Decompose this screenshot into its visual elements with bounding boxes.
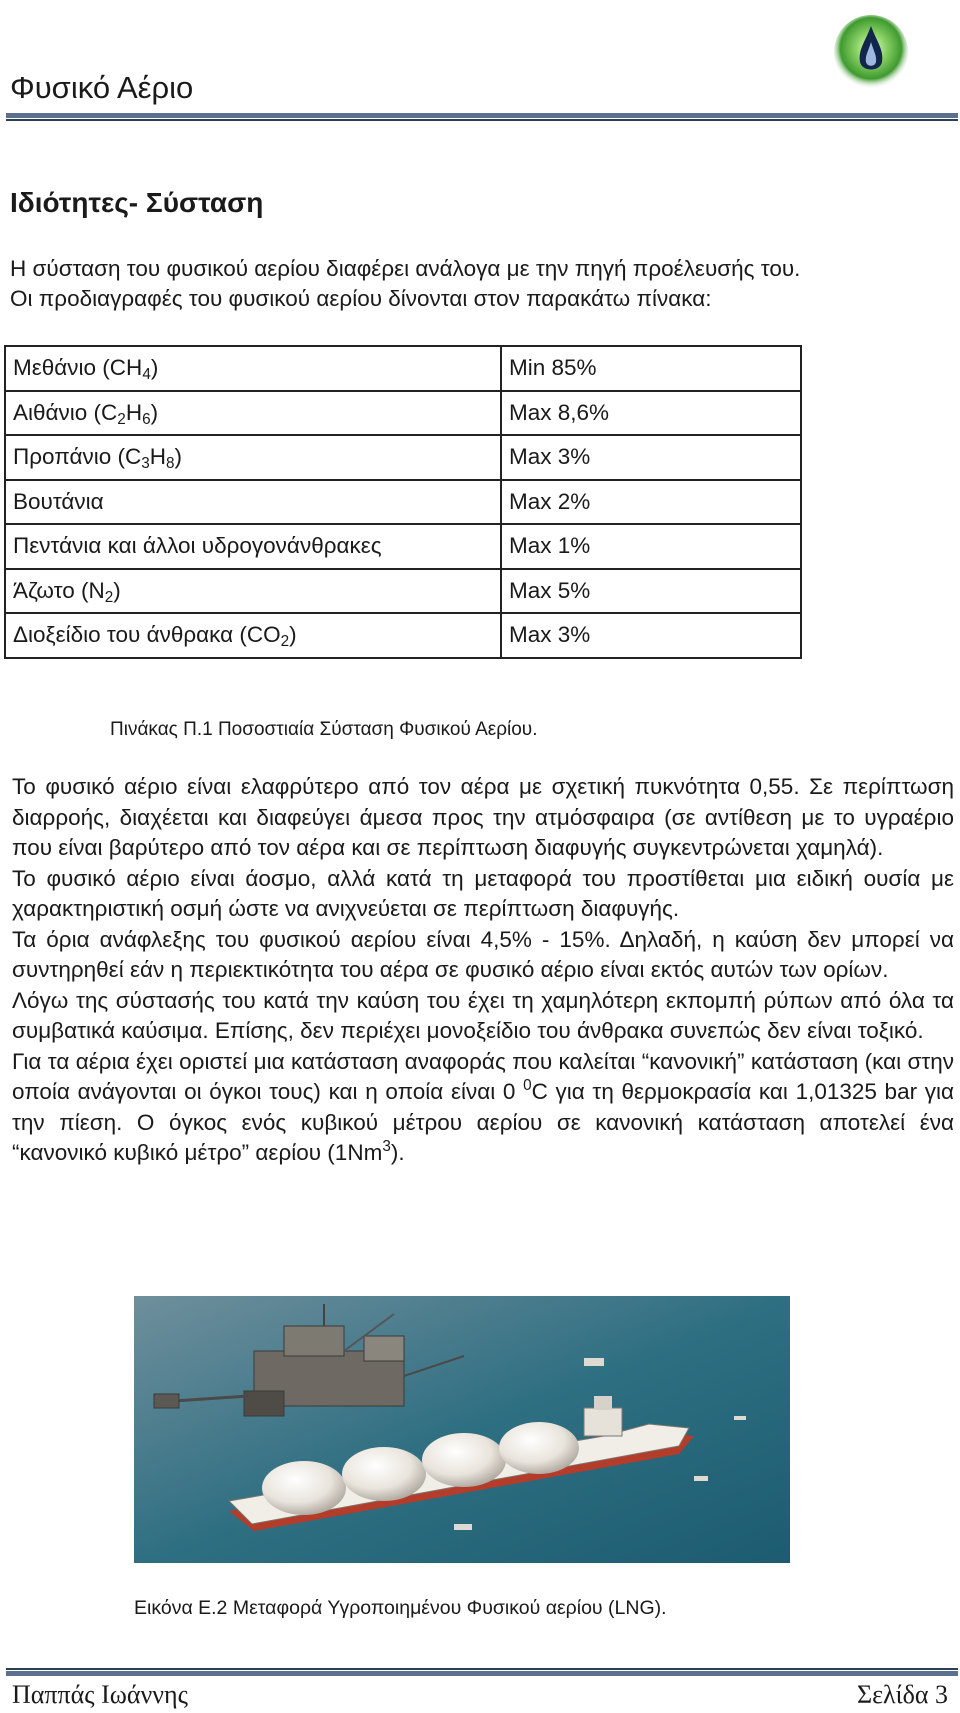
component-name: Μεθάνιο (CH	[13, 355, 143, 381]
footer-page-number: Σελίδα 3	[856, 1680, 948, 1709]
formula-subscript: 2	[280, 633, 290, 651]
header-rule-thin	[6, 119, 958, 121]
component-limit-cell: Max 2%	[501, 480, 801, 525]
document-title: Φυσικό Αέριο	[10, 70, 194, 105]
lng-tanker-photo	[134, 1296, 790, 1563]
component-limit-cell: Max 8,6%	[501, 391, 801, 436]
component-name-cell	[5, 613, 501, 658]
formula-text: H	[125, 399, 143, 425]
table-row	[5, 480, 801, 525]
component-name-cell	[5, 391, 501, 436]
component-name: Πεντάνια και άλλοι υδρογονάνθρακες	[13, 533, 382, 559]
table-row	[5, 569, 801, 614]
component-name-cell	[5, 346, 501, 391]
superscript: 0	[523, 1076, 532, 1094]
component-name-cell	[5, 435, 501, 480]
paragraph-density: Το φυσικό αέριο είναι ελαφρύτερο από τον αέρα με σχετική πυκνότητα 0,55. Σε περίπτωση διαρροής, διαχέεται και διαφεύγει άμεσα προς την ατμόσφαιρα (σε αντίθεση με το υγραέριο που είναι βαρύτερο από τον αέρα και σε περίπτωση διαφυγής συγκεντρώνεται χαμηλά).	[12, 774, 954, 860]
paragraph-normal-conditions	[12, 1047, 954, 1169]
table-row	[5, 435, 801, 480]
formula-subscript: 2	[117, 410, 126, 428]
text-segment: C για τη θερμοκρασία και 1,01325 bar για την πίεση. Ο όγκος ενός κυβικού μέτρου αερίου σε κανονική κατάσταση αποτελεί ένα “κανονικό κυβικό μέτρο” αερίου (1Nm	[12, 1079, 954, 1165]
component-limit-cell: Min 85%	[501, 346, 801, 391]
component-name-cell	[5, 524, 501, 569]
component-name: Αιθάνιο (C	[13, 399, 118, 425]
paragraph-flammability: Τα όρια ανάφλεξης του φυσικού αερίου είναι 4,5% - 15%. Δηλαδή, η καύση δεν μπορεί να συντηρηθεί εάν η περιεκτικότητα του αέρα σε φυσικό αέριο είναι εκτός αυτών των ορίων.	[12, 926, 954, 982]
formula-subscript: 4	[142, 366, 151, 384]
formula-text: H	[149, 444, 166, 470]
formula-text: )	[150, 399, 159, 425]
formula-text: )	[174, 444, 182, 470]
table-row	[5, 524, 801, 569]
superscript: 3	[382, 1137, 391, 1155]
text-segment: Για τα αέρια έχει οριστεί μια κατάσταση αναφοράς που καλείται “κανονική” κατάσταση (και στην οποία ανάγονται οι όγκοι τους) και η οποία είναι 0	[12, 1048, 954, 1104]
formula-subscript: 8	[165, 455, 175, 473]
formula-text: )	[150, 355, 159, 381]
footer-rule-thin	[6, 1668, 958, 1670]
component-name-cell	[5, 480, 501, 525]
formula-text: )	[113, 577, 121, 603]
flame-drop-logo-icon	[832, 12, 910, 90]
component-name: Βουτάνια	[13, 488, 104, 514]
component-limit-cell: Max 3%	[501, 435, 801, 480]
intro-line: Οι προδιαγραφές του φυσικού αερίου δίνονται στον παρακάτω πίνακα:	[10, 286, 712, 311]
component-name-cell	[5, 569, 501, 614]
body-text	[12, 772, 954, 1169]
component-name: Διοξείδιο του άνθρακα (CO	[13, 622, 281, 648]
component-name: Άζωτο (N	[13, 577, 105, 603]
paragraph-emissions: Λόγω της σύστασής του κατά την καύση του έχει τη χαμηλότερη εκπομπή ρύπων από όλα τα συμβατικά καύσιμα. Επίσης, δεν περιέχει μονοξείδιο του άνθρακα συνεπώς δεν είναι τοξικό.	[12, 987, 954, 1043]
formula-subscript: 6	[142, 410, 151, 428]
component-limit-cell: Max 3%	[501, 613, 801, 658]
table-caption: Πινάκας Π.1 Ποσοστιαία Σύσταση Φυσικού Αερίου.	[110, 719, 538, 740]
footer-author: Παππάς Ιωάννης	[12, 1680, 188, 1709]
section-heading: Ιδιότητες- Σύσταση	[10, 187, 264, 218]
formula-subscript: 3	[141, 455, 150, 473]
formula-text: )	[289, 622, 297, 648]
table-row	[5, 346, 801, 391]
footer-rule	[6, 1671, 958, 1676]
intro-line: Η σύσταση του φυσικού αερίου διαφέρει ανάλογα με την πηγή προέλευσής του.	[10, 256, 801, 281]
composition-table	[4, 345, 802, 659]
component-limit-cell: Max 1%	[501, 524, 801, 569]
component-name: Προπάνιο (C	[13, 444, 142, 470]
figure-caption: Εικόνα Ε.2 Μεταφορά Υγροποιημένου Φυσικού αερίου (LNG).	[134, 1597, 667, 1619]
table-row	[5, 613, 801, 658]
component-limit-cell: Max 5%	[501, 569, 801, 614]
paragraph-odor: Το φυσικό αέριο είναι άοσμο, αλλά κατά τη μεταφορά του προστίθεται μια ειδική ουσία με χαρακτηριστική οσμή ώστε να ανιχνεύεται σε περίπτωση διαφυγής.	[12, 865, 954, 921]
table-row	[5, 391, 801, 436]
formula-subscript: 2	[104, 588, 114, 606]
text-segment: ).	[390, 1140, 405, 1165]
header-rule	[6, 113, 958, 118]
